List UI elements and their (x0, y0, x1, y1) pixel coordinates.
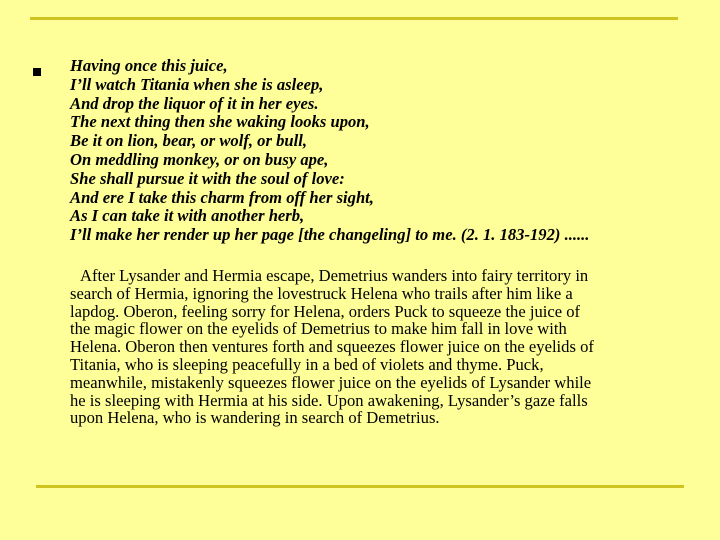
summary-line: Helena. Oberon then ventures forth and squeezes flower juice on the eyelids of (70, 337, 594, 357)
quote-line: Be it on lion, bear, or wolf, or bull, (70, 131, 307, 151)
summary-line: Titania, who is sleeping peacefully in a bed of violets and thyme. Puck, (70, 354, 544, 374)
square-bullet-icon (33, 68, 41, 76)
quote-line: I’ll watch Titania when she is asleep, (70, 74, 324, 94)
quote-line: And ere I take this charm from off her sight, (70, 187, 374, 207)
quote-line: The next thing then she waking looks upon, (70, 112, 370, 132)
summary-line: the magic flower on the eyelids of Demetrius to make him fall in love with (70, 319, 567, 339)
summary-line: he is sleeping with Hermia at his side. Upon awakening, Lysander’s gaze falls (70, 390, 588, 410)
bottom-divider-rule (36, 485, 684, 488)
top-divider-rule (30, 17, 678, 20)
summary-line: upon Helena, who is wandering in search of Demetrius. (70, 408, 440, 428)
summary-line: After Lysander and Hermia escape, Demetrius wanders into fairy territory in (80, 266, 589, 285)
quote-line: And drop the liquor of it in her eyes. (70, 93, 319, 113)
summary-line: meanwhile, mistakenly squeezes flower juice on the eyelids of Lysander while (70, 372, 592, 392)
summary-line: lapdog. Oberon, feeling sorry for Helena, orders Puck to squeeze the juice of (70, 301, 581, 321)
quote-line-citation: I’ll make her render up her page [the changeling] to me. (2. 1. 183-192) ...... (70, 225, 590, 245)
quote-line: She shall pursue it with the soul of love: (70, 168, 345, 188)
quote-line: On meddling monkey, or on busy ape, (70, 149, 329, 169)
summary-line: search of Hermia, ignoring the lovestruck Helena who trails after him like a (70, 283, 573, 303)
quotation-block (70, 57, 710, 245)
plot-summary-paragraph (70, 267, 705, 427)
quote-line: Having once this juice, (70, 56, 228, 75)
quote-line: As I can take it with another herb, (70, 206, 305, 226)
